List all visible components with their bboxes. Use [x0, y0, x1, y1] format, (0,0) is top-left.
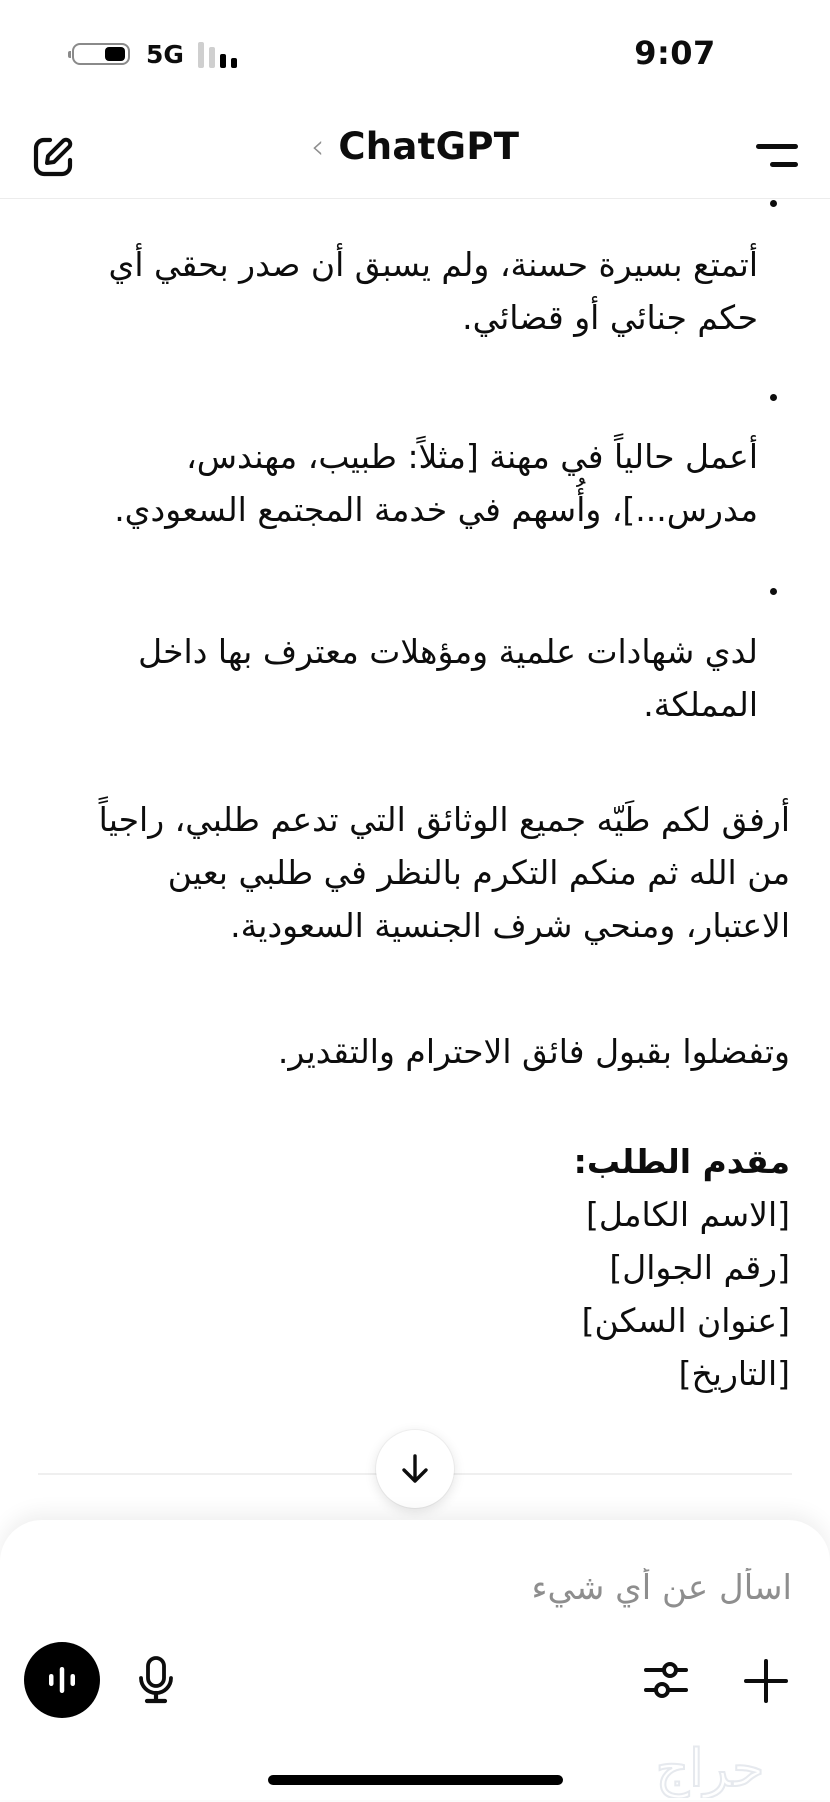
list-item-line: المملكة. — [643, 685, 758, 724]
paragraph-line: أرفق لكم طَيّه جميع الوثائق التي تدعم طلبي، راجياً — [98, 800, 790, 839]
list-item-line: أتمتع بسيرة حسنة، ولم يسبق أن صدر بحقي أي — [108, 245, 758, 284]
signature-block — [30, 1135, 790, 1400]
closing-line: وتفضلوا بقبول فائق الاحترام والتقدير. — [277, 1032, 790, 1071]
paragraph-line: من الله ثم منكم التكرم بالنظر في طلبي بعين — [167, 853, 790, 892]
scroll-to-bottom-button[interactable] — [376, 1430, 454, 1508]
header-title-area[interactable] — [0, 125, 830, 168]
list-item — [30, 625, 758, 731]
watermark-text: حراج — [655, 1742, 765, 1798]
cellular-signal-icon — [198, 42, 244, 68]
list-item — [30, 430, 758, 536]
microphone-icon — [132, 1655, 180, 1705]
header-divider — [0, 198, 830, 199]
arrow-down-icon — [397, 1451, 433, 1487]
status-time: 9:07 — [634, 34, 716, 72]
message-paragraph — [30, 793, 790, 952]
bullet-dot — [770, 200, 777, 207]
tools-button[interactable] — [642, 1656, 690, 1704]
chevron-left-icon: ‹ — [310, 126, 325, 167]
list-item-line: لدي شهادات علمية ومؤهلات معترف بها داخل — [138, 632, 758, 671]
signature-heading: مقدم الطلب: — [573, 1142, 790, 1181]
menu-button[interactable] — [752, 140, 800, 174]
list-item-line: مدرس...]، وأُسهم في خدمة المجتمع السعودي. — [114, 490, 758, 529]
sliders-icon — [642, 1656, 690, 1704]
list-item — [30, 238, 758, 344]
bullet-dot — [770, 394, 777, 401]
home-indicator[interactable] — [268, 1775, 563, 1785]
list-item-line: حكم جنائي أو قضائي. — [462, 298, 758, 337]
message-input[interactable] — [40, 1560, 792, 1616]
dictation-button[interactable] — [132, 1655, 180, 1705]
list-item-line: أعمل حالياً في مهنة [مثلاً: طبيب، مهندس، — [186, 437, 758, 476]
plus-icon — [742, 1657, 790, 1705]
network-type-label: 5G — [146, 40, 184, 69]
watermark-logo — [598, 1742, 823, 1798]
signature-field: [عنوان السكن] — [581, 1301, 790, 1340]
attach-button[interactable] — [742, 1657, 790, 1705]
signature-field: [التاريخ] — [678, 1354, 790, 1393]
battery-icon — [72, 43, 130, 65]
voice-mode-button[interactable] — [24, 1642, 100, 1718]
voice-waveform-icon — [42, 1660, 82, 1700]
signature-field: [رقم الجوال] — [609, 1248, 790, 1287]
bullet-dot — [770, 588, 777, 595]
page-title: ChatGPT — [338, 125, 520, 168]
signature-field: [الاسم الكامل] — [585, 1195, 790, 1234]
haraj-watermark-icon — [598, 1742, 823, 1798]
paragraph-line: الاعتبار، ومنحي شرف الجنسية السعودية. — [230, 906, 790, 945]
